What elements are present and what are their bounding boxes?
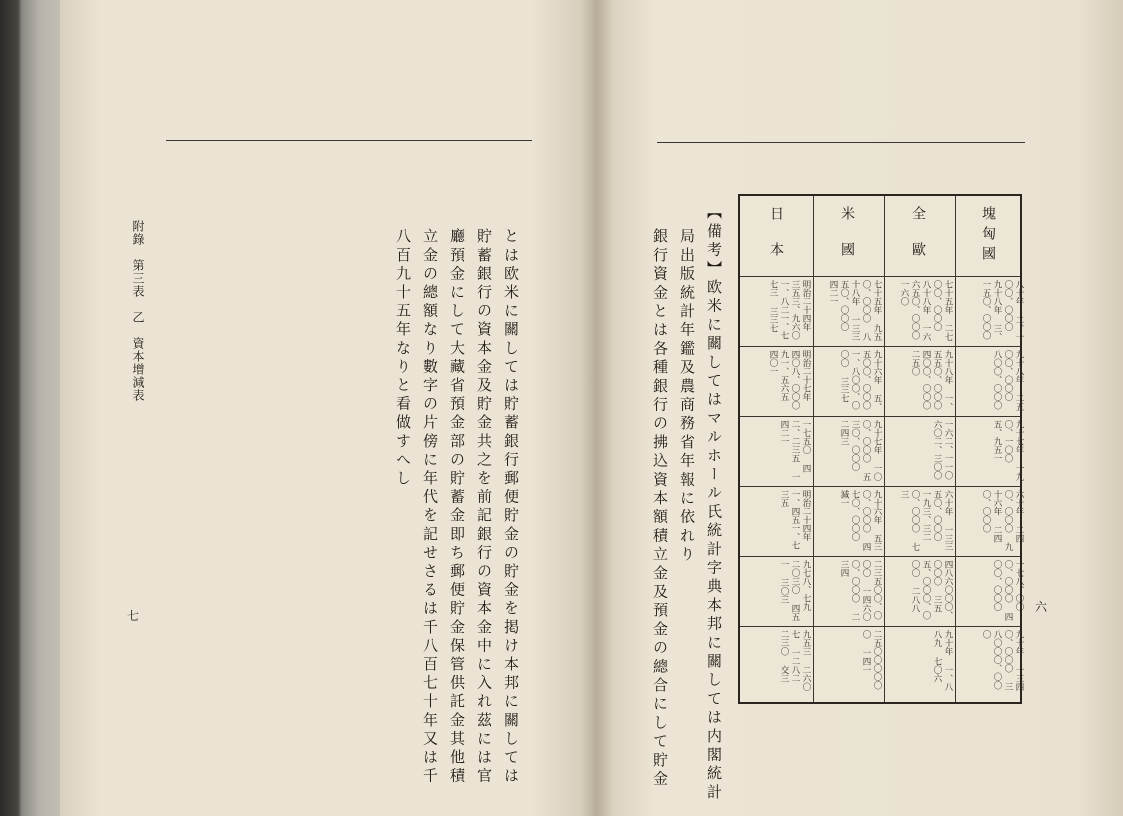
left-body-column-4: 立金の總額なり數字の片傍に年代を記せさるは千八百七十年又は千 [421,228,439,786]
table-cell: 九十七年 一九〇、一〇〇 五、九五一 [992,420,1024,481]
right-body-column-3: 銀行資金とは各種銀行の拂込資本額積立金及預金の總合にして貯金 [651,228,669,789]
table-row-rule [740,346,1020,347]
right-body-column-1: 【備考】欧米に關してはマルホール氏統計字典本邦に關しては内閣統計 [705,204,723,803]
table-row-rule [740,626,1020,627]
table-cell: 九十年 一三四〇、〇〇〇 三八〇〇〇、〇〇〇 [981,630,1024,691]
right-page-number: 六 [1035,600,1048,614]
table-cell: 九十八年 二五〇〇、〇〇〇 八〇〇、〇〇〇 [992,350,1024,411]
table-cell: 明治二十七年 四〇八、〇〇〇 九一、五六五 四〇一 [768,350,811,410]
table-row-rule [740,486,1020,487]
left-body-column-1: とは欧米に關しては貯蓄銀行郵便貯金の貯金を掲け本邦に關しては [502,228,520,786]
statistics-table [738,194,1022,704]
right-body-column-2: 局出版統計年鑑及農商務省年報に依れり [678,228,696,565]
table-header-japan: 日本 [768,206,784,278]
table-cell: 八十年 二、一〇〇、〇〇〇 九十八年 三、一五〇、〇〇〇 [981,280,1024,341]
left-page-number: 七 [127,609,140,623]
table-cell: 九十七年 一〇〇、〇〇〇 五三〇、〇〇〇 二四三 [839,420,882,481]
table-header-all-europe: 全歐 [910,206,926,278]
table-cell: 九七八、七九 二〇三〇 四五一 三〇三 [779,560,811,621]
table-cell: 九十六年 五三〇、〇〇〇 四七〇、〇〇〇 減一 [839,490,882,551]
table-row-rule [740,556,1020,557]
table-header-austria-hungary: 塊匈國 [980,206,996,266]
table-cell: 九十年 一、八八九 七〇六 [932,630,953,691]
left-page-body [395,228,535,788]
table-cell: 六十年 二四〇、〇〇〇 九十六年 二四〇、〇〇〇 [981,490,1024,551]
left-body-column-2: 貯蓄銀行の資本金及貯金共之を前記銀行の資本金中に入れ茲には官 [475,228,493,786]
table-cell: 九十八年 一、五五〇、〇〇〇 四〇〇、〇〇〇 二五〇 [910,350,953,411]
table-cell: 九十六年 五、五〇〇、〇〇〇 一、八〇〇、〇〇〇 三三七 [839,350,882,411]
table-cell: 明治二十四年 一、四五一、七三五 [779,490,811,550]
table-cell: 二三五〇〇、〇〇〇 一四六〇〇、〇〇〇 二三四 [839,560,882,621]
right-top-rule [657,142,1025,143]
table-cell: 一七五〇 四二、二三五 一四二一 [779,420,811,481]
table-cell: 四八六〇〇〇、〇〇〇 三五五、〇〇〇、〇〇〇 二八八 [910,560,953,620]
table-header-usa: 米國 [839,206,855,278]
table-cell: 六十年 一三三五〇、〇〇〇 一九三、三二〇、〇〇〇 七三 [899,490,953,551]
table-cell: 明治二十四年 三五三、九六〇 一、八二一、七七三 三三七 [768,280,811,340]
left-page-header: 附錄 第三表 乙 資本增減表 [131,220,145,402]
table-cell: 一六二、一一〇 六〇二、三〇〇 [932,420,953,480]
table-cell: 二五〇〇〇〇〇〇 一四一 [861,630,882,690]
table-cell: 七十五年 二七〇〇、〇〇〇 八十八年 一六六五〇、〇〇〇 一六〇 [899,280,953,341]
table-cell: 七十五年 九五〇、〇〇〇 八十八年 一三三五〇、〇〇〇 四二一 [828,280,882,341]
left-body-column-3: 廳預金にして大藏省預金部の貯蓄金即ち郵便貯金保管供託金其他積 [448,228,466,786]
table-cell: 九五三 二六〇七 一二八二 二三〇 交三 [779,630,811,691]
left-body-column-5: 八百九十五年なりと看做すへし [394,228,412,489]
table-row-rule [740,416,1020,417]
left-top-rule [166,140,532,141]
table-cell: 一七八、〇〇〇、〇〇〇 四〇〇、〇〇〇 [992,560,1024,621]
